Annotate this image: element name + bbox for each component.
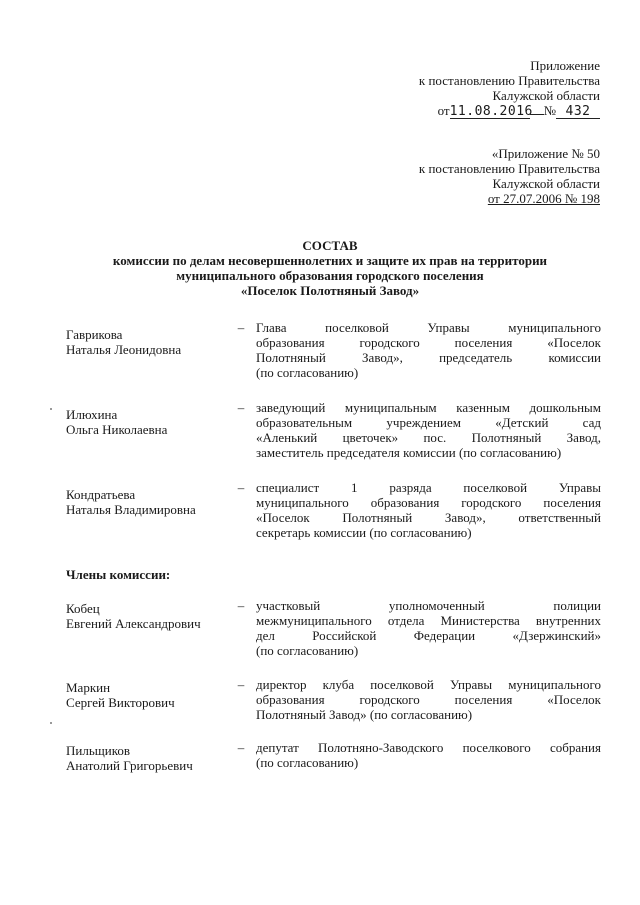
role-line: Глава поселковой Управы муниципального	[256, 320, 601, 335]
members-heading: Члены комиссии:	[66, 567, 171, 582]
member-name	[66, 601, 231, 631]
scan-speck	[50, 722, 52, 724]
role-line: заведующий муниципальным казенным дошкольным	[256, 400, 601, 415]
member-name	[66, 487, 231, 517]
role-line: межмуниципального отдела Министерства внутренних	[256, 613, 601, 628]
role-line: Полотняный Завод» (по согласованию)	[256, 707, 473, 722]
role-line: дел Российской Федерации «Дзержинский»	[256, 628, 601, 643]
appendix-header	[419, 58, 600, 119]
title-line-1: комиссии по делам несовершеннолетних и защите их прав на территории	[112, 253, 548, 268]
title-heading: СОСТАВ	[302, 238, 358, 253]
member-given-name: Наталья Владимировна	[66, 502, 196, 517]
member-role	[256, 400, 601, 460]
prior-appendix-label: «Приложение № 50	[491, 146, 600, 161]
member-role	[256, 740, 601, 770]
role-line: депутат Полотняно-Заводского поселкового собрания	[256, 740, 601, 755]
member-role	[256, 320, 601, 380]
member-name	[66, 680, 231, 710]
appendix-number: 432	[556, 104, 600, 119]
member-given-name: Анатолий Григорьевич	[66, 758, 193, 773]
member-surname: Пильщиков	[66, 743, 131, 758]
appendix-num-sign: №	[543, 103, 556, 118]
dash-separator: –	[237, 740, 245, 755]
appendix-region: Калужской области	[492, 88, 600, 103]
appendix-label: Приложение	[530, 58, 600, 73]
dash-separator: –	[237, 320, 245, 335]
prior-appendix-header	[419, 146, 600, 206]
member-surname: Кондратьева	[66, 487, 136, 502]
appendix-from: от	[437, 103, 450, 118]
member-surname: Илюхина	[66, 407, 118, 422]
role-line: Полотняный Завод», председатель комиссии	[256, 350, 601, 365]
dash-separator: –	[237, 400, 245, 415]
appendix-date-line	[419, 103, 600, 119]
member-role	[256, 677, 601, 722]
member-given-name: Наталья Леонидовна	[66, 342, 182, 357]
appendix-date: 11.08.2016	[449, 104, 533, 119]
appendix-decree: к постановлению Правительства	[418, 73, 600, 88]
member-surname: Кобец	[66, 601, 100, 616]
member-given-name: Ольга Николаевна	[66, 422, 168, 437]
member-surname: Маркин	[66, 680, 111, 695]
role-line: директор клуба поселковой Управы муниципального	[256, 677, 601, 692]
scan-speck	[50, 408, 52, 410]
prior-appendix-region: Калужской области	[492, 176, 600, 191]
role-line: (по согласованию)	[256, 643, 359, 658]
prior-appendix-decree: к постановлению Правительства	[418, 161, 600, 176]
role-line: (по согласованию)	[256, 755, 359, 770]
dash-separator: –	[237, 677, 245, 692]
member-surname: Гаврикова	[66, 327, 123, 342]
title-line-2: муниципального образования городского поселения	[176, 268, 484, 283]
member-given-name: Евгений Александрович	[66, 616, 201, 631]
role-line: «Аленький цветочек» пос. Полотняный Завод,	[256, 430, 601, 445]
role-line: секретарь комиссии (по согласованию)	[256, 525, 472, 540]
role-line: участковый уполномоченный полиции	[256, 598, 601, 613]
member-name	[66, 327, 231, 357]
role-line: заместитель председателя комиссии (по согласованию)	[256, 445, 562, 460]
member-given-name: Сергей Викторович	[66, 695, 175, 710]
document-title	[40, 238, 620, 298]
role-line: образовательным учреждением «Детский сад	[256, 415, 601, 430]
role-line: (по согласованию)	[256, 365, 359, 380]
role-line: муниципального образования городского поселения	[256, 495, 601, 510]
role-line: образования городского поселения «Поселок	[256, 692, 601, 707]
prior-appendix-date: от 27.07.2006 № 198	[487, 191, 600, 206]
dash-separator: –	[237, 480, 245, 495]
member-name	[66, 407, 231, 437]
dash-separator: –	[237, 598, 245, 613]
role-line: специалист 1 разряда поселковой Управы	[256, 480, 601, 495]
title-line-3: «Поселок Полотняный Завод»	[240, 283, 420, 298]
role-line: образования городского поселения «Поселок	[256, 335, 601, 350]
member-role	[256, 598, 601, 658]
role-line: «Поселок Полотняный Завод», ответственный	[256, 510, 601, 525]
member-role	[256, 480, 601, 540]
appendix-date-gap	[530, 114, 544, 115]
member-name	[66, 743, 231, 773]
